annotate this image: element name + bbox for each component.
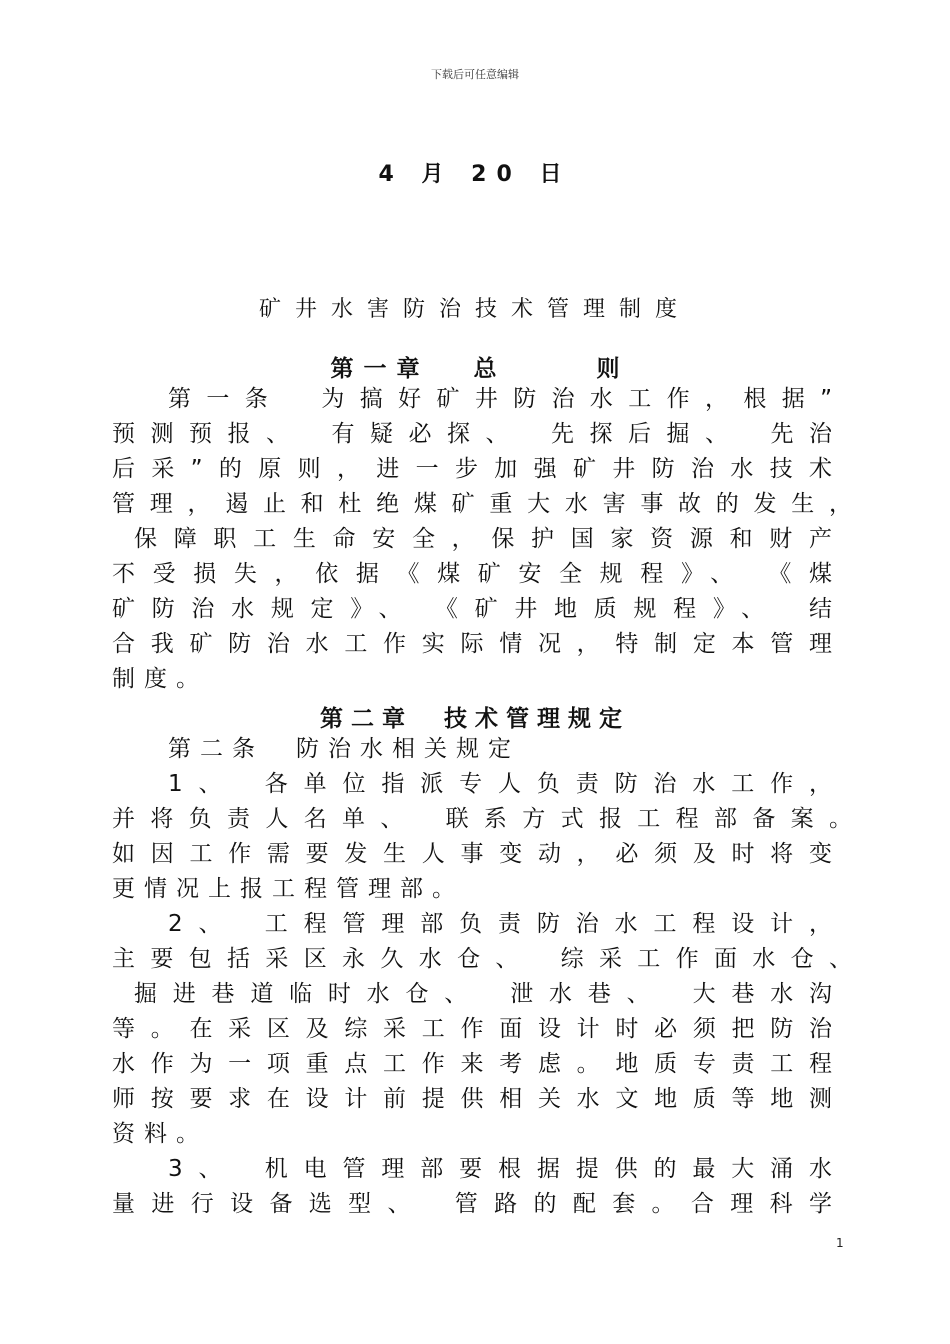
article-1-line: 制度。 <box>112 666 208 692</box>
document-title: 矿井水害防治技术管理制度 <box>258 297 691 322</box>
article-1-line: 后采”的原则，进一步加强矿井防治水技术 <box>112 456 832 482</box>
article-2-line: 2、 工程管理部负责防治水工程设计， <box>168 911 832 937</box>
chapter-1-number: 第一章 <box>330 356 430 382</box>
chapter-1-name-b: 则 <box>596 356 620 382</box>
article-2-line: 师按要求在设计前提供相关水文地质等地测 <box>112 1086 832 1112</box>
article-2-line: 水作为一项重点工作来考虑。地质专责工程 <box>112 1051 832 1077</box>
page-header-note: 下载后可任意编辑 <box>431 68 519 81</box>
article-1-line: 第一条 为搞好矿井防治水工作，根据” <box>168 386 832 412</box>
page-number: 1 <box>836 1236 844 1250</box>
article-2-line: 更情况上报工程管理部。 <box>112 876 464 902</box>
chapter-1-name-a: 总 <box>473 356 497 382</box>
article-2-line: 量进行设备选型、 管路的配套。合理科学 <box>112 1191 832 1217</box>
article-2-line: 1、 各单位指派专人负责防治水工作， <box>168 771 832 797</box>
article-2-line: 掘进巷道临时水仓、 泄水巷、 大巷水沟 <box>134 981 832 1007</box>
chapter-1-heading <box>0 350 950 383</box>
article-2-line: 3、 机电管理部要根据提供的最大涌水 <box>168 1156 832 1182</box>
article-1-line: 合我矿防治水工作实际情况，特制定本管理 <box>112 631 832 657</box>
article-2-line: 并将负责人名单、 联系方式报工程部备案。 <box>112 806 852 832</box>
article-1-line: 矿防治水规定》、 《矿井地质规程》、 结 <box>112 596 832 622</box>
chapter-2-heading: 第二章 技术管理规定 <box>320 706 630 732</box>
article-2-line: 等。在采区及综采工作面设计时必须把防治 <box>112 1016 832 1042</box>
article-2-line: 如因工作需要发生人事变动，必须及时将变 <box>112 841 832 867</box>
article-1-line: 管理，遏止和杜绝煤矿重大水害事故的发生， <box>112 491 852 517</box>
article-1-line: 不受损失，依据《煤矿安全规程》、 《煤 <box>112 561 832 587</box>
article-2-line: 资料。 <box>112 1121 208 1147</box>
article-1-line: 保障职工生命安全，保护国家资源和财产 <box>134 526 832 552</box>
article-2-line: 主要包括采区永久水仓、 综采工作面水仓、 <box>112 946 852 972</box>
article-1-line: 预测预报、 有疑必探、 先探后掘、 先治 <box>112 421 832 447</box>
article-2-heading-line: 第二条 防治水相关规定 <box>168 736 520 762</box>
document-date: 4 月 20 日 <box>378 162 572 187</box>
